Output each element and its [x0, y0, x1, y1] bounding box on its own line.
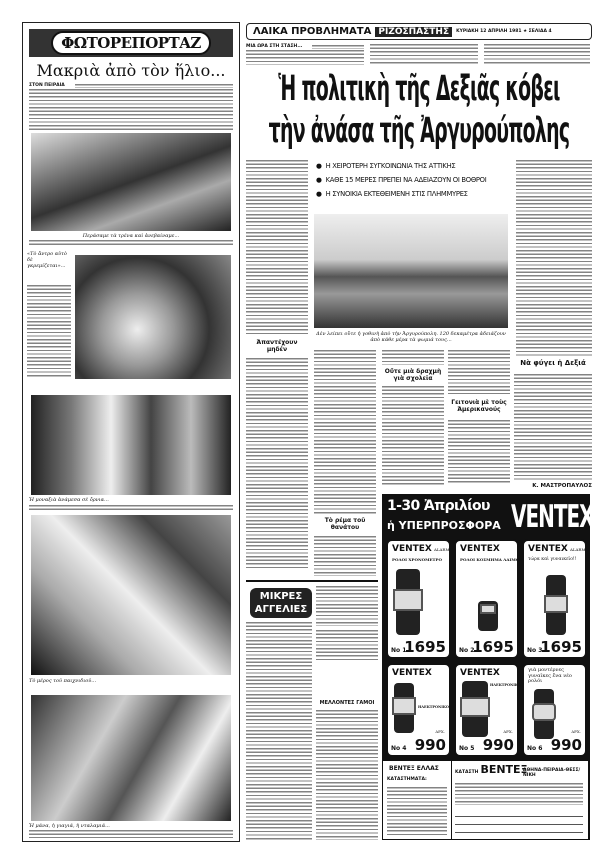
intro-text — [484, 44, 590, 64]
subhead-scholeia: Οὔτε μιὰ δραχμὴ γιὰ σχολεῖα — [384, 368, 442, 382]
product-price: 1695 — [540, 638, 582, 656]
product-price: 1695 — [404, 638, 446, 656]
photo-caption: Ἡ μοναξιὰ ἀνάμεσα σὲ ὄρνια... — [29, 497, 109, 503]
product-number: Νο 3 — [527, 647, 543, 654]
product-price: 990 — [414, 736, 446, 754]
classifieds-text — [246, 622, 312, 840]
classifieds-badge — [250, 588, 312, 618]
caption-text — [27, 285, 71, 377]
photo-report-title: Μακριὰ ἀπὸ τὸν ἥλιο... — [36, 61, 226, 80]
product-price: 990 — [482, 736, 514, 754]
product-number: Νο 6 — [527, 745, 543, 752]
product-brand: VENTEX — [528, 544, 568, 554]
article-text — [516, 160, 592, 356]
product-number: Νο 5 — [459, 745, 475, 752]
ad-brand-logo: VENTEX — [511, 497, 594, 535]
divider — [451, 761, 452, 839]
product-tag: ALARM — [570, 547, 586, 552]
headline-line-2: τὴν ἀνάσα τῆς Ἀργυρούπολης — [268, 110, 570, 151]
headline — [246, 70, 592, 156]
watch-icon — [462, 681, 488, 737]
section-header — [246, 23, 592, 40]
product-price: 990 — [550, 736, 582, 754]
product-desc: γιὰ μοντέρνες γυναῖκες ἕνα νέο ρολόι — [528, 667, 572, 684]
bullet-item: ● Η ΣΥΝΟΙΚΙΑ ΕΚΤΕΘΕΙΜΕΝΗ ΣΤΙΣ ΠΛΗΜΜΥΡΕΣ — [316, 190, 468, 198]
photo-caption: Τὸ μέρος τοῦ παιχνιδιοῦ... — [29, 678, 97, 684]
order-form-text — [455, 783, 583, 805]
product-card — [386, 663, 451, 757]
newspaper-logo: ΡΙΖΟΣΠΑΣΤΗΣ — [375, 27, 452, 37]
currency: ΔΡΧ. — [435, 729, 445, 734]
company-name: ΒΕΝΤΕΞ ΕΛΛΑΣ — [389, 765, 439, 772]
photo-alley-houses — [31, 133, 231, 231]
ventex-ad — [382, 494, 594, 840]
photo-septic-truck — [314, 214, 508, 328]
subhead-geitonia: Γειτονιὰ μὲ τοὺς Ἀμερικανούς — [451, 399, 507, 413]
product-card — [386, 539, 451, 659]
product-card — [522, 539, 587, 659]
product-number: Νο 4 — [391, 745, 407, 752]
issue-date: ΚΥΡΙΑΚΗ 12 ΑΠΡΙΛΗ 1981 ★ ΣΕΛΙΔΑ 4 — [456, 29, 552, 34]
product-number: Νο 2 — [459, 647, 475, 654]
photo-laundry-courtyard — [31, 395, 231, 495]
article-text — [314, 350, 376, 514]
subhead-rema: Τὸ ρέμα τοῦ θανάτου — [324, 517, 366, 531]
bullet-list — [316, 162, 512, 199]
product-card — [454, 539, 523, 659]
currency: ΔΡΧ. — [503, 729, 513, 734]
article-text — [448, 350, 510, 394]
product-brand: VENTEX — [460, 544, 500, 554]
intro-lead: ΜΙΑ ΩΡΑ ΣΤΗ ΣΤΑΣΗ... — [246, 44, 303, 49]
intro-lead: ΣΤΟΝ ΠΕΙΡΑΙΑ — [29, 83, 65, 88]
classifieds-title-2: ΑΓΓΕΛΙΕΣ — [254, 604, 308, 615]
photo-children-stairs — [31, 515, 231, 675]
classifieds-text — [316, 710, 378, 840]
order-form-lines — [455, 809, 583, 835]
photo-caption: «Τὸ ἄντρο αὐτὸ δὲ γκρεμίζεται»... — [27, 251, 67, 269]
intro-text — [370, 44, 478, 64]
subhead-apantisi: Ἀπαντέχουν μηδέν — [256, 339, 298, 353]
article-text — [382, 386, 444, 486]
watch-icon — [394, 683, 414, 733]
watch-icon — [546, 575, 566, 635]
currency: ΔΡΧ. — [571, 729, 581, 734]
product-number: Νο 1 — [391, 647, 407, 654]
product-desc: τώρα καὶ γυναικεῖο!! — [528, 557, 577, 562]
product-card — [454, 663, 519, 757]
photo-rubble — [75, 255, 231, 379]
bullet-icon: ● — [316, 190, 322, 198]
product-brand: VENTEX — [392, 668, 432, 678]
byline: Κ. ΜΑΣΤΡΟΠΑΥΛΟΣ — [532, 483, 592, 489]
stores-label: ΚΑΤΑΣΤΗΜΑΤΑ: — [387, 777, 427, 782]
footer-brand: ΒΕΝΤΕΞ — [480, 763, 528, 776]
photo-report-column — [22, 22, 240, 842]
caption-text — [29, 830, 233, 838]
ad-footer — [383, 761, 588, 839]
caption-text — [29, 240, 233, 247]
product-desc: ΡΟΛΟΙ ΚΟΣΜΗΜΑ ΛΑΙΜΟΥ — [460, 557, 523, 562]
product-brand: VENTEX — [392, 544, 432, 554]
watch-icon — [396, 569, 420, 635]
footer-prefix: ΚΑΤΑΣΤΗ — [455, 770, 479, 775]
section-title: ΛΑΙΚΑ ΠΡΟΒΛΗΜΑΤΑ — [253, 26, 372, 37]
bullet-icon: ● — [316, 162, 322, 170]
article-text — [382, 350, 444, 365]
photo-caption: Ἡ μάνα, ἡ γιαγιά, ἡ νταλαμιά... — [29, 823, 110, 829]
intro-text — [75, 84, 233, 88]
product-tag: ALARM — [434, 547, 450, 552]
photo-report-banner — [29, 29, 233, 57]
footer-cities: ΑΘΗΝΑ-ΠΕΙΡΑΙΑ-ΘΕΣΣ/ΝΙΚΗ — [523, 768, 581, 778]
article-text — [448, 420, 510, 485]
order-form-header — [455, 763, 528, 776]
divider — [246, 580, 378, 582]
intro-text — [312, 45, 364, 49]
ad-headline-2: ἡ ΥΠΕΡΠΡΟΣΦΟΡΑ — [387, 519, 501, 532]
article-text — [514, 374, 592, 480]
bullet-item: ● Η ΧΕΙΡΟΤΕΡΗ ΣΥΓΚΟΙΝΩΝΙΑ ΤΗΣ ΑΤΤΙΚΗΣ — [316, 162, 456, 170]
photo-caption: Δὲν λείπει οὔτε ἡ γοθινὴ ἀπὸ τὴν Ἀργυρούπολη. 120 δεκαμέτρα ἀδειάζουν ἀπὸ κάθε μέρα τὰ ψωμιά τους... — [316, 331, 506, 343]
article-text — [246, 358, 308, 568]
product-desc: ΗΛΕΚΤΡΟΝΙΚΟ — [418, 705, 449, 709]
pendant-watch-icon — [478, 601, 498, 631]
intro-text — [29, 89, 233, 130]
photo-old-woman — [31, 695, 231, 821]
photo-caption: Περάσαμε τὰ τρένα καὶ ἀνεβαίναμε... — [82, 233, 180, 239]
subhead-dexia: Νὰ φύγει ἡ Δεξιά — [520, 359, 586, 367]
intro-text — [246, 50, 364, 65]
product-price: 1695 — [472, 638, 514, 656]
headline-line-1: Ἡ πολιτικὴ τῆς Δεξιᾶς κόβει — [278, 68, 560, 109]
product-card — [522, 663, 587, 757]
classifieds-title-1: ΜΙΚΡΕΣ — [259, 591, 303, 602]
caption-text — [29, 505, 233, 511]
ad-headline-1: 1-30 Ἀπριλίου — [387, 498, 490, 514]
product-brand: VENTEX — [460, 668, 500, 678]
bullet-item: ● ΚΑΘΕ 15 ΜΕΡΕΣ ΠΡΕΠΕΙ ΝΑ ΑΔΕΙΑΖΟΥΝ ΟΙ ΒΟΘΡΟΙ — [316, 176, 487, 184]
product-desc: ΗΛΕΚΤΡΟΝΙΚΟ — [490, 683, 521, 687]
bullet-icon: ● — [316, 176, 322, 184]
article-text — [246, 160, 308, 336]
product-desc: ΡΟΛΟΙ ΧΡΟΝΟΜΕΤΡΟ — [392, 557, 443, 562]
classifieds-section: ΜΕΛΛΟΝΤΕΣ ΓΑΜΟΙ — [319, 700, 375, 706]
stores-list — [387, 787, 447, 835]
photo-report-label: ΦΩΤΟΡΕΠΟΡΤΑΖ — [51, 31, 211, 55]
classifieds-text — [316, 630, 378, 660]
watch-icon — [534, 689, 554, 739]
article-text — [314, 536, 376, 576]
classifieds-text — [316, 586, 378, 626]
